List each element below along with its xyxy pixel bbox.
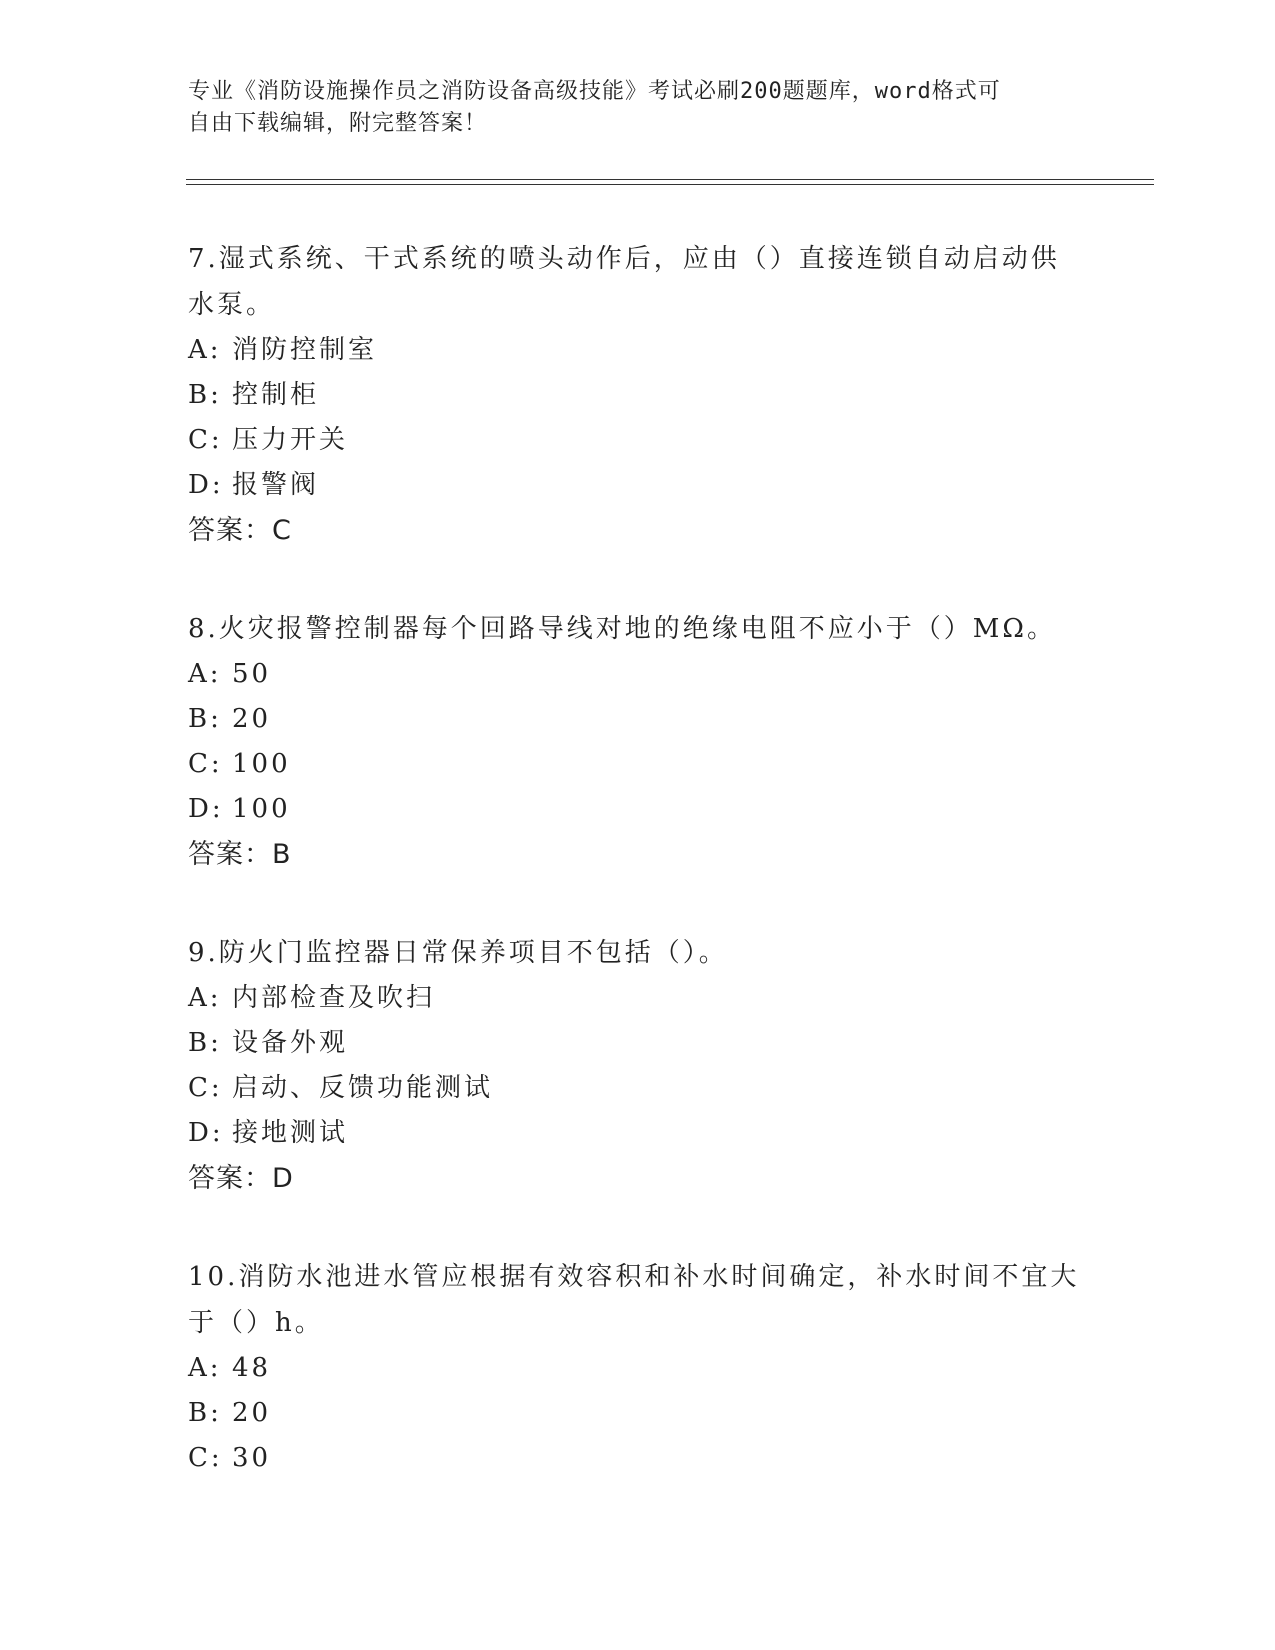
option-text: 20 (232, 704, 272, 734)
option-text: 100 (232, 794, 291, 824)
header-divider-top (186, 179, 1154, 180)
option-text: 100 (232, 749, 291, 779)
option-c (188, 742, 1088, 787)
question-text-line: 于（）h。 (188, 1308, 324, 1338)
option-text: 控制柜 (232, 380, 320, 410)
option-letter: C: (188, 1443, 223, 1473)
answer-label: 答案：C (188, 515, 292, 546)
header-divider-bottom (186, 184, 1154, 185)
option-c (188, 1066, 1088, 1111)
option-c (188, 1436, 1088, 1481)
option-letter: C: (188, 425, 223, 455)
option-c (188, 418, 1088, 463)
option-a (188, 328, 1088, 373)
option-letter: D: (188, 1118, 224, 1148)
question-text-line: 8.火灾报警控制器每个回路导线对地的绝缘电阻不应小于（）MΩ。 (188, 614, 1056, 644)
document-header (188, 76, 1088, 140)
question-8 (188, 606, 1088, 878)
option-letter: D: (188, 470, 224, 500)
question-10 (188, 1254, 1088, 1481)
option-text: 消防控制室 (232, 335, 378, 365)
question-text (188, 606, 1088, 652)
answer-label: 答案：D (188, 1163, 294, 1194)
option-letter: C: (188, 1073, 223, 1103)
option-text: 启动、反馈功能测试 (232, 1073, 494, 1103)
question-text-line: 7.湿式系统、干式系统的喷头动作后，应由（）直接连锁自动启动供 (188, 244, 1060, 274)
option-text: 48 (232, 1353, 272, 1383)
option-letter: D: (188, 794, 224, 824)
question-text (188, 1254, 1088, 1346)
option-text: 30 (232, 1443, 272, 1473)
option-text: 设备外观 (232, 1028, 349, 1058)
option-d (188, 787, 1088, 832)
option-letter: B: (188, 1398, 222, 1428)
question-text (188, 236, 1088, 328)
option-text: 50 (232, 659, 272, 689)
option-letter: B: (188, 1028, 222, 1058)
option-letter: A: (188, 983, 222, 1013)
header-line-2: 自由下载编辑，附完整答案！ (188, 111, 488, 136)
option-text: 内部检查及吹扫 (232, 983, 436, 1013)
option-d (188, 463, 1088, 508)
option-letter: B: (188, 380, 222, 410)
option-letter: A: (188, 1353, 222, 1383)
header-line-1: 专业《消防设施操作员之消防设备高级技能》考试必刷200题题库，word格式可 (188, 79, 1001, 104)
option-letter: C: (188, 749, 223, 779)
answer-label: 答案：B (188, 839, 292, 870)
option-b (188, 373, 1088, 418)
option-text: 接地测试 (232, 1118, 349, 1148)
question-text-line: 水泵。 (188, 290, 276, 320)
question-text-line: 10.消防水池进水管应根据有效容积和补水时间确定，补水时间不宜大 (188, 1262, 1080, 1292)
option-a (188, 652, 1088, 697)
option-text: 报警阀 (232, 470, 320, 500)
option-b (188, 697, 1088, 742)
option-a (188, 976, 1088, 1021)
question-text-line: 9.防火门监控器日常保养项目不包括（）。 (188, 938, 728, 968)
option-text: 20 (232, 1398, 272, 1428)
question-list (188, 236, 1088, 1481)
option-d (188, 1111, 1088, 1156)
option-text: 压力开关 (232, 425, 349, 455)
option-a (188, 1346, 1088, 1391)
option-letter: B: (188, 704, 222, 734)
option-b (188, 1391, 1088, 1436)
option-b (188, 1021, 1088, 1066)
question-9 (188, 930, 1088, 1202)
option-letter: A: (188, 335, 222, 365)
option-letter: A: (188, 659, 222, 689)
question-7 (188, 236, 1088, 554)
question-text (188, 930, 1088, 976)
